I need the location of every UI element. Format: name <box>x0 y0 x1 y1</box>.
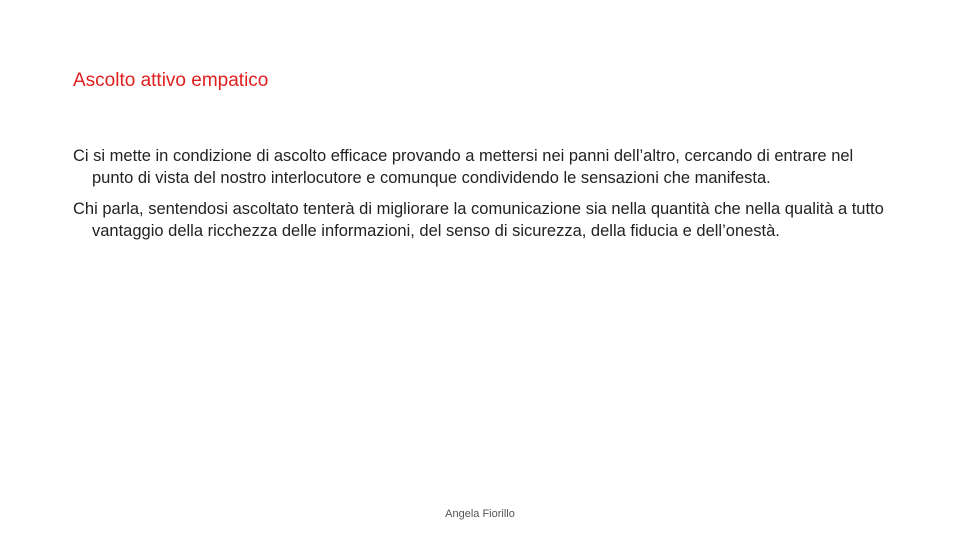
body-paragraph: Ci si mette in condizione di ascolto efficace provando a mettersi nei panni dell’altro, cercando di entrare nel punto di vista del nostro interlocutore e comunque condividendo le sensazioni che manifesta. <box>73 147 854 187</box>
slide-body <box>73 146 893 252</box>
slide-title: Ascolto attivo empatico <box>73 70 269 91</box>
body-paragraph: Chi parla, sentendosi ascoltato tenterà di migliorare la comunicazione sia nella quantità che nella qualità a tutto vantaggio della ricchezza delle informazioni, del senso di sicurezza, della fiducia e dell’onestà. <box>73 200 884 240</box>
slide-footer-author: Angela Fiorillo <box>445 508 515 520</box>
